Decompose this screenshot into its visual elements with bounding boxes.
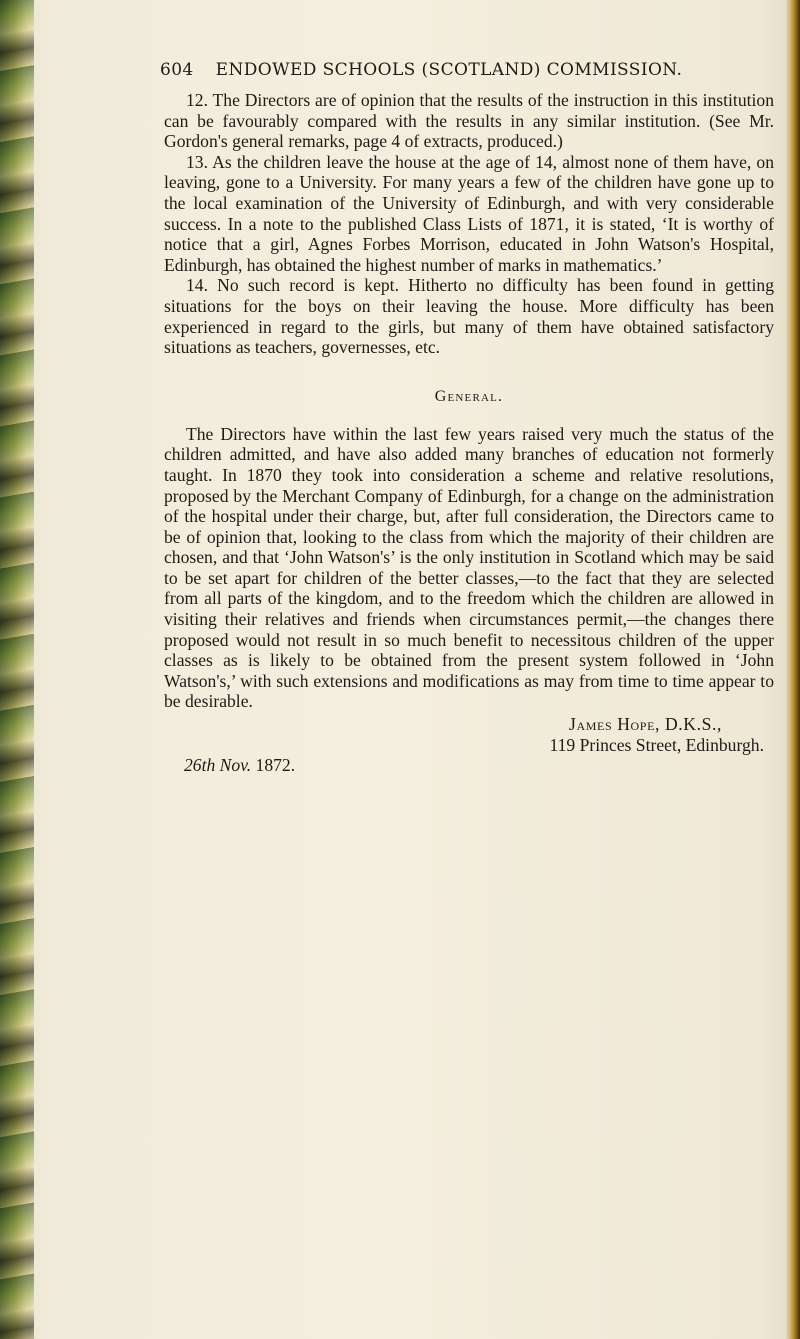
section-heading: General.	[434, 387, 504, 405]
signatory-address: 119 Princes Street, Edinburgh.	[549, 734, 764, 755]
date-year: 1872.	[255, 755, 296, 776]
signature-block	[164, 714, 774, 755]
paragraph-13: 13. As the children leave the house at the age of 14, almost none of them have, on leaving, gone to a University. For many years a few of the children have gone up to the local examination of the University of Edinburgh, and with very considerable success. In a note to the published Class Lists of 1871, it is stated, ‘It is worthy of notice that a girl, Agnes Forbes Morrison, educated in John Watson's Hospital, Edinburgh, has obtained the highest number of marks in mathematics.’	[164, 151, 774, 275]
general-paragraph: The Directors have within the last few years raised very much the status of the children admitted, and have also added many branches of education not formerly taught. In 1870 they took into consideration a scheme and relative resolutions, proposed by the Merchant Company of Edinburgh, for a change on the administration of the hospital under their charge, but, after full consideration, the Directors came to be of opinion that, looking to the class from which the majority of their children are chosen, and that ‘John Watson's’ is the only institution in Scotland which may be said to be set apart for children of the better classes,—to the fact that they are selected from all parts of the kingdom, and to the freedom which the children are allowed in visiting their relatives and friends when circumstances permit,—the changes there proposed would not result in so much benefit to necessitous children of the upper classes as is likely to be obtained from the present system followed in ‘John Watson's,’ with such extensions and modifications as may from time to time appear to be desirable.	[164, 423, 774, 712]
page-content	[160, 60, 774, 776]
page-number: 604	[160, 60, 194, 80]
running-head	[160, 60, 774, 90]
running-head-title: ENDOWED SCHOOLS (SCOTLAND) COMMISSION.	[215, 60, 683, 80]
paragraph-14: 14. No such record is kept. Hitherto no difficulty has been found in getting situations for the boys on their leaving the house. More difficulty has been experienced in regard to the girls, but many of them have obtained satisfactory situations as teachers, governesses, etc.	[164, 275, 774, 358]
date-line	[164, 755, 774, 776]
book-binding-right	[786, 0, 800, 1339]
paragraph-12: 12. The Directors are of opinion that the results of the instruction in this institution can be favourably compared with the results in any similar institution. (See Mr. Gordon's general remarks, page 4 of extracts, produced.)	[164, 90, 774, 152]
body-text	[164, 90, 774, 776]
signatory-name: James Hope, D.K.S.,	[569, 714, 722, 735]
book-binding-left	[0, 0, 34, 1339]
date-day: 26th Nov.	[184, 755, 252, 776]
